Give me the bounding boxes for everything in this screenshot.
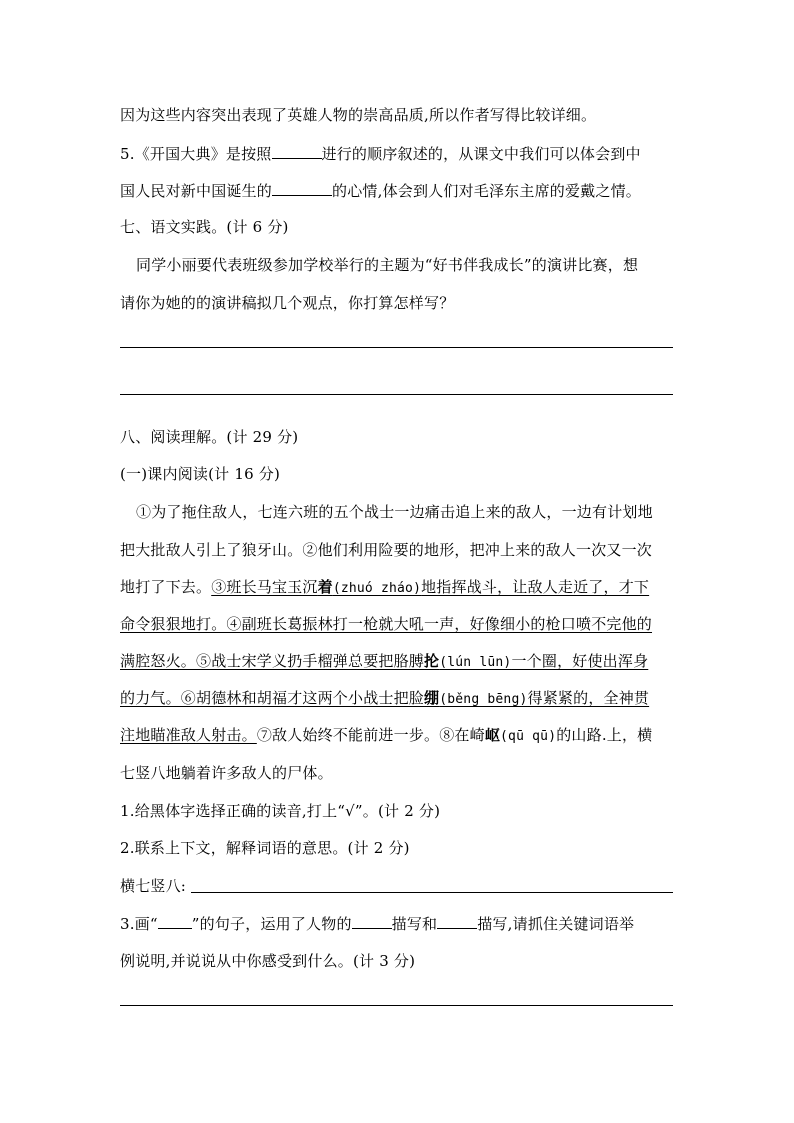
question-2-term: 横七竖八: <box>120 877 187 895</box>
pinyin-options: (qū qū) <box>500 729 557 744</box>
q3-text: 描写,请抓住关键词语举 <box>477 915 635 933</box>
answer-line[interactable] <box>120 394 673 395</box>
passage-text: ③班长马宝玉沉 <box>211 578 318 596</box>
passage-line-4: 命令狠狠地打。④副班长葛振林打一枪就大吼一声，好像细小的枪口喷不完他的 <box>120 615 653 633</box>
q5-text-d: 的心情,体会到人们对毛泽东主席的爱戴之情。 <box>332 182 641 200</box>
passage-text: 的力气。⑥胡德林和胡福才这两个小战士把脸 <box>120 689 425 707</box>
bold-character: 绷 <box>424 689 440 707</box>
passage-text: 一个圈，好使出浑身 <box>511 652 649 670</box>
passage-line-2: 把大批敌人引上了狼牙山。②他们利用险要的地形，把冲上来的敌人一次又一次 <box>120 541 653 559</box>
q3-blank-2[interactable] <box>437 913 477 929</box>
section-7-prompt-line-1: 同学小丽要代表班级参加学校举行的主题为“好书伴我成长”的演讲比赛，想 <box>136 256 639 274</box>
underlined-sentence: 注地瞄准敌人射击。 <box>120 726 257 744</box>
passage-text: 满腔怒火。⑤战士宋学义扔手榴弹总要把胳膊 <box>120 652 425 670</box>
section-8-heading: 八、阅读理解。(计 29 分) <box>120 428 299 446</box>
q5-blank-1[interactable] <box>272 143 322 159</box>
q3-text: 描写和 <box>391 915 438 933</box>
answer-line[interactable] <box>191 892 673 893</box>
underlined-sentence <box>211 578 649 596</box>
bold-character: 着 <box>317 578 333 596</box>
pinyin-options: (zhuó zháo) <box>332 581 422 596</box>
bold-character: 抡 <box>424 652 440 670</box>
answer-line[interactable] <box>120 1005 673 1006</box>
question-2: 2.联系上下文，解释词语的意思。(计 2 分) <box>120 839 410 857</box>
q3-text: ”的句子，运用了人物的 <box>191 915 352 933</box>
section-7-prompt-line-2: 请你为她的的演讲稿拟几个观点，你打算怎样写？ <box>120 294 455 312</box>
question-3-line-2: 例说明,并说说从中你感受到什么。(计 3 分) <box>120 952 416 970</box>
passage-line-5 <box>120 651 648 673</box>
question-1: 1.给黑体字选择正确的读音,打上“√”。(计 2 分) <box>120 802 441 820</box>
bold-character: 岖 <box>484 726 501 744</box>
q5-text-a: 5.《开国大典》是按照 <box>120 145 272 163</box>
q3-text: 3.画“ <box>120 915 158 933</box>
section-8-subheading: (一)课内阅读(计 16 分) <box>120 465 281 483</box>
q3-underline-sample <box>158 913 192 929</box>
passage-line-7 <box>120 725 652 747</box>
previous-answer-line: 因为这些内容突出表现了英雄人物的崇高品质,所以作者写得比较详细。 <box>120 106 597 124</box>
q5-blank-2[interactable] <box>272 180 332 196</box>
section-7-heading: 七、语文实践。(计 6 分) <box>120 218 289 236</box>
passage-text: 地打了下去。 <box>120 578 212 596</box>
passage-text: 的山路.上，横 <box>556 726 653 744</box>
question-3-line-1 <box>120 913 634 934</box>
passage-line-3 <box>120 577 649 599</box>
pinyin-options: (běng bēng) <box>439 692 528 707</box>
passage-text: 地指挥战斗，让敌人走近了，才下 <box>421 578 650 596</box>
q5-text-c: 国人民对新中国诞生的 <box>120 182 273 200</box>
pinyin-options: (lún lūn) <box>439 655 512 670</box>
question-5-line-1 <box>120 143 641 164</box>
q3-blank-1[interactable] <box>352 913 392 929</box>
question-5-line-2 <box>120 180 641 201</box>
passage-line-1: ①为了拖住敌人，七连六班的五个战士一边痛击追上来的敌人，一边有计划地 <box>136 503 653 521</box>
passage-line-8: 七竖八地躺着许多敌人的尸体。 <box>120 764 333 782</box>
passage-text: ⑦敌人始终不能前进一步。⑧在崎 <box>256 726 485 744</box>
passage-line-6 <box>120 688 649 710</box>
q5-text-b: 进行的顺序叙述的，从课文中我们可以体会到中 <box>321 145 641 163</box>
passage-text: 得紧紧的，全神贯 <box>527 689 650 707</box>
answer-line[interactable] <box>120 347 673 348</box>
